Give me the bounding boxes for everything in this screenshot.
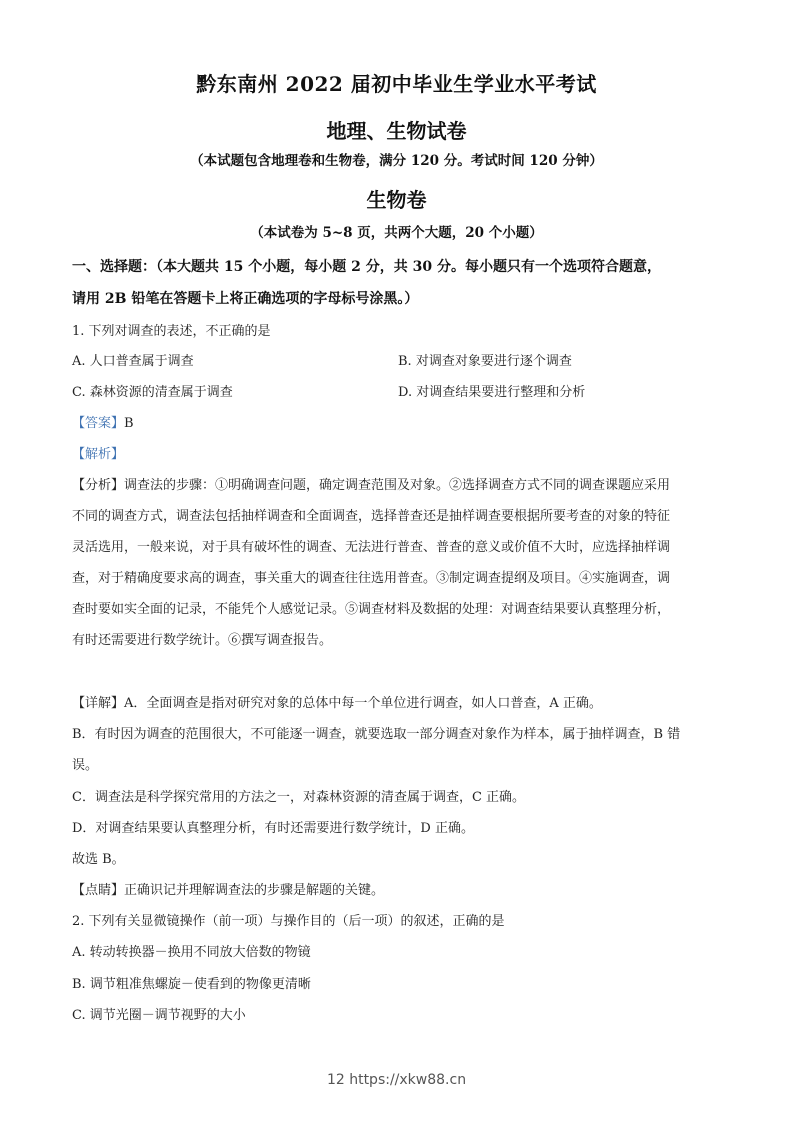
q2-stem: 2. 下列有关显微镜操作（前一项）与操作目的（后一项）的叙述，正确的是 bbox=[72, 914, 505, 929]
answer-value: B bbox=[124, 416, 134, 431]
q1-option-a: A. 人口普查属于调查 bbox=[72, 354, 194, 369]
detail-line: 【详解】A．全面调查是指对研究对象的总体中每一个单位进行调查，如人口普查，A 正确。 bbox=[72, 696, 602, 711]
section-title: 生物卷 bbox=[366, 188, 427, 212]
q1-answer bbox=[72, 412, 134, 431]
q2-option-a: A. 转动转换器－换用不同放大倍数的物镜 bbox=[72, 945, 311, 960]
exam-note: （本试题包含地理卷和生物卷，满分 120 分。考试时间 120 分钟） bbox=[190, 153, 603, 169]
detail-line: 故选 B。 bbox=[72, 852, 125, 867]
answer-tag: 【答案】 bbox=[72, 416, 125, 431]
q1-analysis-tag bbox=[72, 443, 124, 462]
part1-heading-line2: 请用 2B 铅笔在答题卡上将正确选项的字母标号涂黑。） bbox=[72, 291, 419, 307]
q1-option-c: C. 森林资源的清查属于调查 bbox=[72, 385, 233, 400]
q1-option-b: B. 对调查对象要进行逐个调查 bbox=[398, 354, 572, 369]
subject-title: 地理、生物试卷 bbox=[326, 119, 467, 143]
detail-line: D．对调查结果要认真整理分析，有时还需要进行数学统计，D 正确。 bbox=[72, 821, 474, 836]
analysis-tag: 【解析】 bbox=[72, 447, 125, 462]
analysis-line: 查，对于精确度要求高的调查，事关重大的调查往往选用普查。③制定调查提纲及项目。④实施调查，调 bbox=[72, 571, 671, 586]
q2-option-b: B. 调节粗准焦螺旋－使看到的物像更清晰 bbox=[72, 977, 311, 992]
analysis-line: 有时还需要进行数学统计。⑥撰写调查报告。 bbox=[72, 633, 333, 648]
q1-tip: 【点睛】正确识记并理解调查法的步骤是解题的关键。 bbox=[72, 883, 385, 898]
detail-line: B．有时因为调查的范围很大，不可能逐一调查，就要选取一部分调查对象作为样本，属于抽样调查，B 错 bbox=[72, 727, 681, 742]
analysis-line: 灵活选用，一般来说，对于具有破坏性的调查、无法进行普查、普查的意义或价值不大时，应选择抽样调 bbox=[72, 540, 671, 555]
detail-line: 误。 bbox=[72, 758, 99, 773]
detail-line: C．调查法是科学探究常用的方法之一，对森林资源的清查属于调查，C 正确。 bbox=[72, 790, 526, 805]
analysis-line: 不同的调查方式，调查法包括抽样调查和全面调查，选择普查还是抽样调查要根据所要考查的对象的特征 bbox=[72, 509, 671, 524]
part1-heading-line1: 一、选择题：（本大题共 15 个小题，每小题 2 分，共 30 分。每小题只有一个选项符合题意， bbox=[72, 259, 661, 275]
analysis-line: 【分析】调查法的步骤：①明确调查问题，确定调查范围及对象。②选择调查方式不同的调查课题应采用 bbox=[72, 478, 671, 493]
q1-option-d: D. 对调查结果要进行整理和分析 bbox=[398, 385, 586, 400]
q2-option-c: C. 调节光圈－调节视野的大小 bbox=[72, 1008, 246, 1023]
q1-stem: 1. 下列对调查的表述，不正确的是 bbox=[72, 324, 271, 339]
page-footer: 12 https://xkw88.cn bbox=[326, 1072, 467, 1088]
section-note: （本试卷为 5~8 页，共两个大题，20 个小题） bbox=[250, 225, 543, 241]
exam-title: 黔东南州 2022 届初中毕业生学业水平考试 bbox=[196, 72, 597, 96]
analysis-line: 查时要如实全面的记录，不能凭个人感觉记录。⑤调查材料及数据的处理：对调查结果要认真整理分析， bbox=[72, 602, 671, 617]
